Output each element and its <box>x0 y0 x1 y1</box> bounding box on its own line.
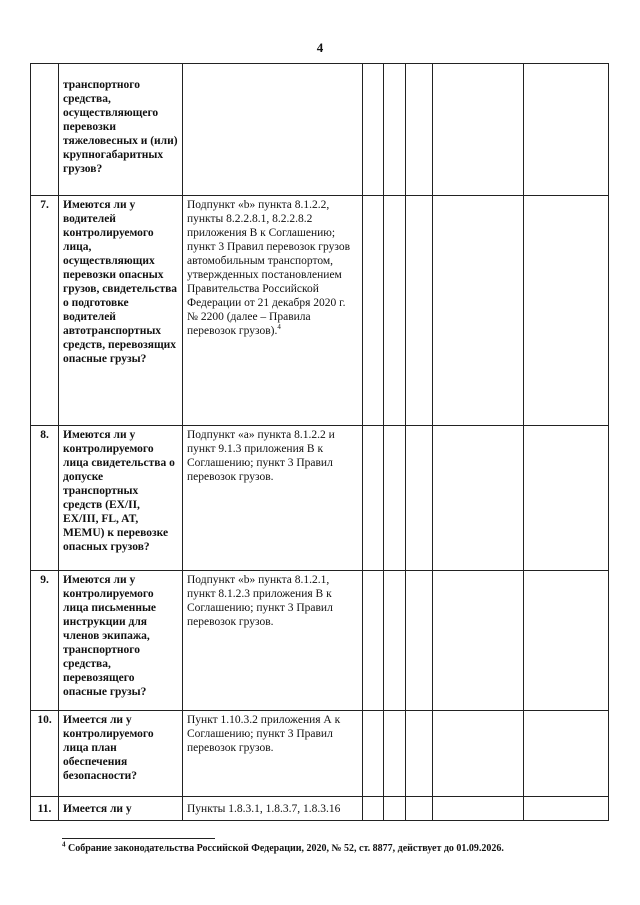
answer-cell <box>363 711 384 797</box>
answer-cell <box>406 797 433 821</box>
reference-text: Пункт 1.10.3.2 приложения А к Соглашению; пункт 3 Правил перевозок грузов. <box>183 711 363 797</box>
answer-cell <box>384 797 406 821</box>
answer-cell <box>524 196 609 426</box>
answer-cell <box>406 196 433 426</box>
answer-cell <box>524 426 609 571</box>
answer-cell <box>384 196 406 426</box>
checklist-table <box>30 63 609 821</box>
answer-cell <box>433 426 524 571</box>
answer-cell <box>363 64 384 196</box>
answer-cell <box>433 711 524 797</box>
reference-text <box>183 64 363 196</box>
answer-cell <box>433 571 524 711</box>
answer-cell <box>406 571 433 711</box>
row-number: 9. <box>31 571 59 711</box>
question-text: Имеется ли у <box>59 797 183 821</box>
footnote-marker: 4 <box>62 840 66 849</box>
reference-text: Пункты 1.8.3.1, 1.8.3.7, 1.8.3.16 <box>183 797 363 821</box>
answer-cell <box>384 711 406 797</box>
answer-cell <box>384 426 406 571</box>
answer-cell <box>433 64 524 196</box>
table-row <box>31 711 609 797</box>
page-number: 4 <box>316 40 324 55</box>
reference-text: Подпункт «b» пункта 8.1.2.2, пункты 8.2.2.8.1, 8.2.2.8.2 приложения В к Соглашению; пункт 3 Правил перевозок грузов автомобильным транспортом, утвержденных постановлением Правительства Российской Федерации от 21 декабря 2020 г. № 2200 (далее – Правила перевозок грузов).$^4$ <box>183 196 363 426</box>
footnote-divider <box>62 838 215 839</box>
answer-cell <box>363 571 384 711</box>
reference-text: Подпункт «b» пункта 8.1.2.1, пункт 8.1.2.3 приложения В к Соглашению; пункт 3 Правил перевозок грузов. <box>183 571 363 711</box>
row-number: 8. <box>31 426 59 571</box>
question-text: Имеются ли у контролируемого лица свидетельства о допуске транспортных средств (EX/II, EX/III, FL, AT, MEMU) к перевозке опасных грузов? <box>59 426 183 571</box>
row-number: 10. <box>31 711 59 797</box>
table-row <box>31 571 609 711</box>
question-text: Имеется ли у контролируемого лица план обеспечения безопасности? <box>59 711 183 797</box>
reference-text: Подпункт «a» пункта 8.1.2.2 и пункт 9.1.3 приложения В к Соглашению; пункт 3 Правил перевозок грузов. <box>183 426 363 571</box>
answer-cell <box>406 426 433 571</box>
answer-cell <box>363 426 384 571</box>
row-number: 7. <box>31 196 59 426</box>
answer-cell <box>433 797 524 821</box>
question-text: Имеются ли у контролируемого лица письменные инструкции для членов экипажа, транспортного средства, перевозящего опасные грузы? <box>59 571 183 711</box>
answer-cell <box>384 571 406 711</box>
answer-cell <box>524 64 609 196</box>
table-row <box>31 196 609 426</box>
table-row <box>31 797 609 821</box>
answer-cell <box>384 64 406 196</box>
row-number <box>31 64 59 196</box>
answer-cell <box>524 797 609 821</box>
table-row <box>31 64 609 196</box>
answer-cell <box>524 571 609 711</box>
question-text: Имеются ли у водителей контролируемого лица, осуществляющих перевозки опасных грузов, свидетельства о подготовке водителей автотранспортных средств, перевозящих опасные грузы? <box>59 196 183 426</box>
answer-cell <box>406 711 433 797</box>
question-text: транспортного средства, осуществляющего перевозки тяжеловесных и (или) крупногабаритных грузов? <box>59 64 183 196</box>
footnote-marker: 4 <box>277 323 281 332</box>
table-row <box>31 426 609 571</box>
footnote-text: Собрание законодательства Российской Федерации, 2020, № 52, ст. 8877, действует до 01.09.2026. <box>68 843 504 854</box>
row-number: 11. <box>31 797 59 821</box>
answer-cell <box>433 196 524 426</box>
answer-cell <box>363 797 384 821</box>
answer-cell <box>406 64 433 196</box>
footnote <box>62 842 504 855</box>
answer-cell <box>524 711 609 797</box>
answer-cell <box>363 196 384 426</box>
